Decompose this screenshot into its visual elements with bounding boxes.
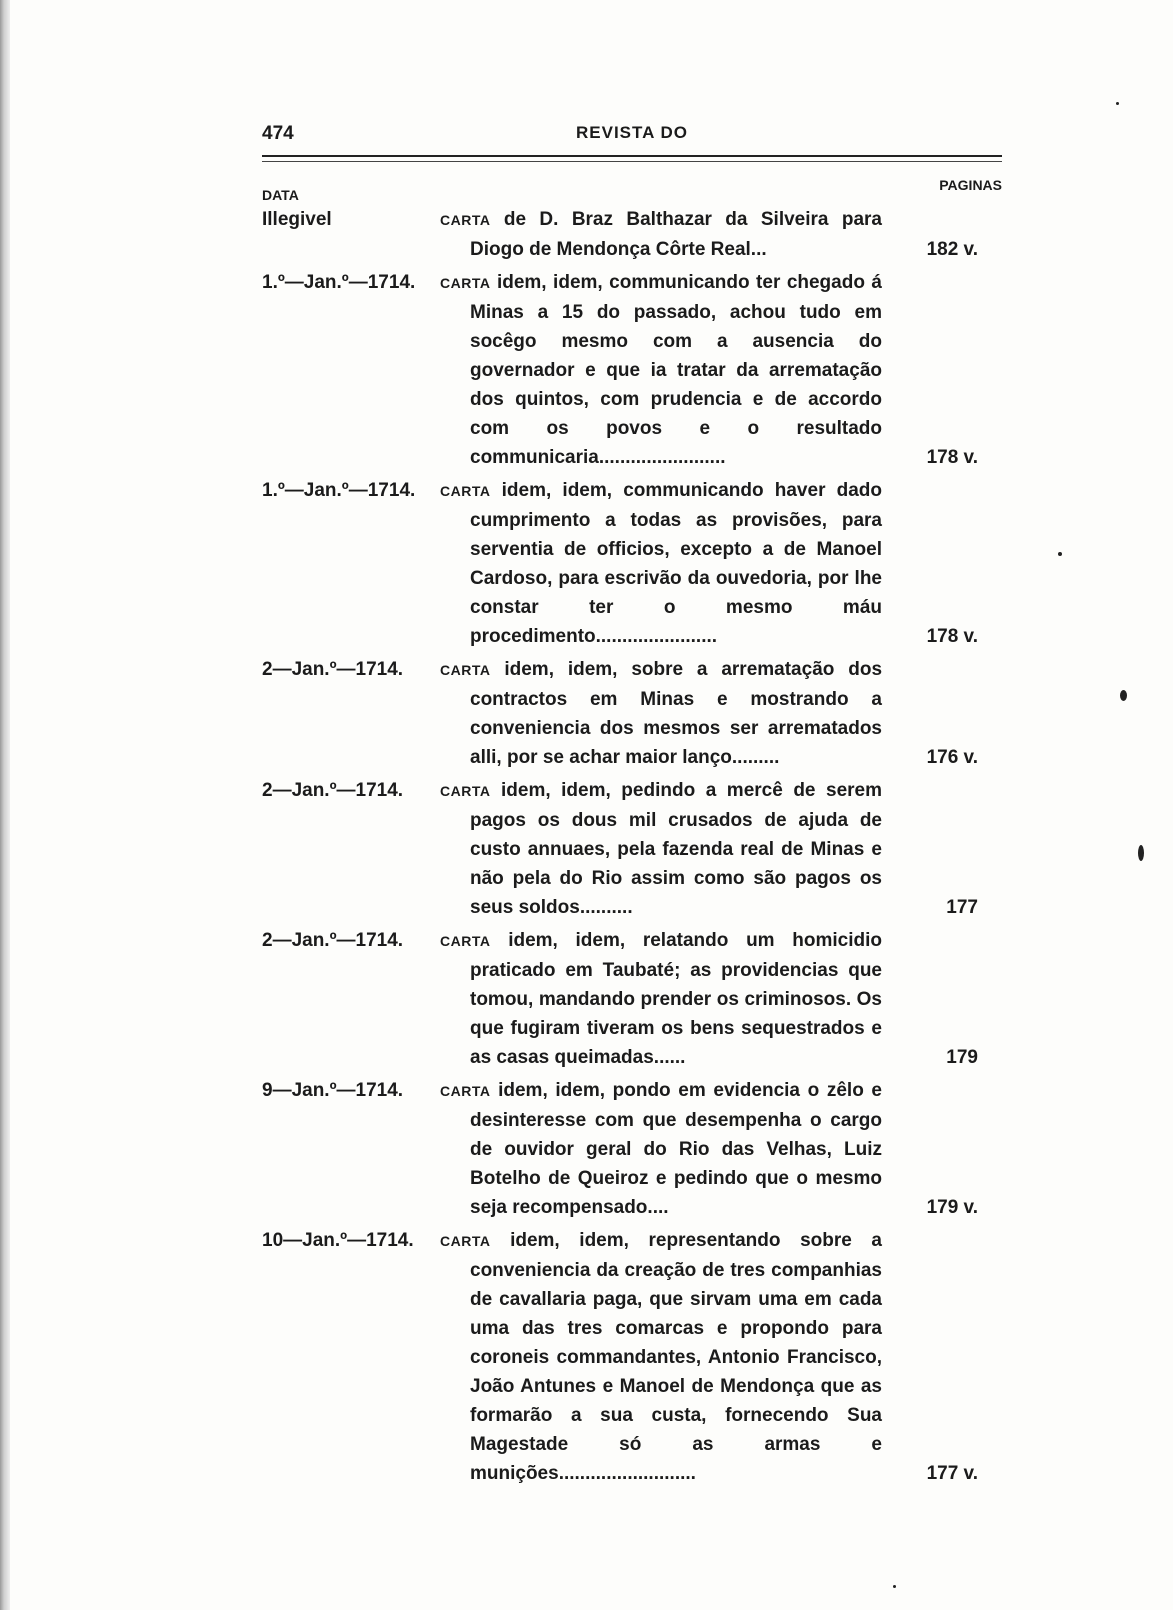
pages-column-heading: PAGINAS [939, 177, 1002, 193]
entry-kind: CARTA [440, 275, 491, 291]
scan-speck [1116, 102, 1119, 105]
entry-page-ref: 178 v. [926, 447, 978, 468]
entry-description: idem, idem, communicando haver dado cumprimento a todas as provisões, para serventia de officios, excepto a de Manoel Cardoso, para escrivão da ouvedoria, por lhe constar ter o mesmo máu procedimento....................... [470, 480, 883, 647]
entry-description: idem, idem, sobre a arrematação dos contractos em Minas e mostrando a conveniencia dos mesmos ser arrematados alli, por se achar maior lanço......... [470, 659, 883, 768]
entry-kind: CARTA [440, 1233, 491, 1249]
entry-date: 9—Jan.º—1714. [262, 1080, 404, 1101]
entry-page-ref: 179 v. [926, 1197, 978, 1218]
page-header [262, 115, 1002, 159]
entry-description: idem, idem, pondo em evidencia o zêlo e desinteresse com que desempenha o cargo de ouvidor geral do Rio das Velhas, Luiz Botelho de Queiroz e pedindo que o mesmo seja recompensado.... [470, 1080, 883, 1218]
entry-date: 2—Jan.º—1714. [262, 659, 404, 680]
entry-date: 1.º—Jan.º—1714. [262, 480, 416, 501]
entry-kind: CARTA [440, 662, 491, 678]
entry-description: idem, idem, communicando ter chegado á Minas a 15 do passado, achou tudo em socêgo mesmo com a ausencia do governador e que ia tratar da arrematação dos quintos, com prudencia e de accordo com os povos e o resultado communicaria........................ [470, 272, 882, 468]
entry-kind: CARTA [440, 483, 491, 499]
entry-text [440, 1226, 882, 1488]
entry-description: idem, idem, pedindo a mercê de serem pagos os dous mil crusados de ajuda de custo annuaes, pela fazenda real de Minas e não pela do Rio assim como são pagos os seus soldos.......... [470, 780, 883, 918]
scan-speck [1138, 845, 1144, 861]
entry-kind: CARTA [440, 933, 491, 949]
entry-page-ref: 177 v. [926, 1463, 978, 1484]
running-head: REVISTA DO [575, 123, 688, 142]
list-item [262, 655, 1002, 772]
scan-speck [893, 1585, 896, 1588]
list-item [262, 926, 1002, 1072]
page-number: 474 [262, 123, 294, 144]
scan-speck [1058, 552, 1062, 556]
entry-page-ref: 176 v. [926, 747, 978, 768]
list-item [262, 205, 1002, 264]
entry-page-ref: 178 v. [926, 626, 978, 647]
entry-kind: CARTA [440, 212, 491, 228]
column-headings [262, 165, 1002, 201]
entry-date: Illegivel [262, 209, 332, 230]
entry-text [440, 776, 882, 922]
entry-page-ref: 179 [946, 1047, 978, 1068]
entry-text [440, 476, 882, 651]
entry-text [440, 1076, 882, 1222]
entry-date: 1.º—Jan.º—1714. [262, 272, 416, 293]
entry-description: idem, idem, representando sobre a conveniencia da creação de tres companhias de cavallaria paga, que sirvam uma em cada uma das tres comarcas e propondo para coroneis commandantes, Antonio Francisco, João Antunes e Manoel de Mendonça que as formarão a sua custa, fornecendo Sua Magestade só as armas e munições.......................... [470, 1230, 883, 1484]
list-item [262, 1226, 1002, 1488]
entry-description: idem, idem, relatando um homicidio praticado em Taubaté; as providencias que tomou, mandando prender os criminosos. Os que fugiram tiveram os bens sequestrados e as casas queimadas...... [470, 930, 883, 1068]
entry-date: 2—Jan.º—1714. [262, 930, 404, 951]
entry-kind: CARTA [440, 783, 491, 799]
entry-text [440, 268, 882, 472]
list-item [262, 1076, 1002, 1222]
list-item [262, 476, 1002, 651]
entry-text [440, 655, 882, 772]
list-item [262, 268, 1002, 472]
entry-date: 10—Jan.º—1714. [262, 1230, 414, 1251]
entry-text [440, 926, 882, 1072]
page-binding-edge [0, 0, 10, 1610]
list-item [262, 776, 1002, 922]
entry-description: de D. Braz Balthazar da Silveira para Diogo de Mendonça Côrte Real... [470, 209, 882, 260]
entry-page-ref: 177 [946, 897, 978, 918]
entry-list [262, 205, 1002, 1488]
entry-date: 2—Jan.º—1714. [262, 780, 404, 801]
entry-kind: CARTA [440, 1083, 491, 1099]
header-rule [262, 155, 1002, 162]
document-page [262, 115, 1002, 1492]
entry-page-ref: 182 v. [926, 239, 978, 260]
entry-text [440, 205, 882, 264]
date-column-heading: DATA [262, 187, 299, 203]
scan-speck [1120, 690, 1127, 701]
